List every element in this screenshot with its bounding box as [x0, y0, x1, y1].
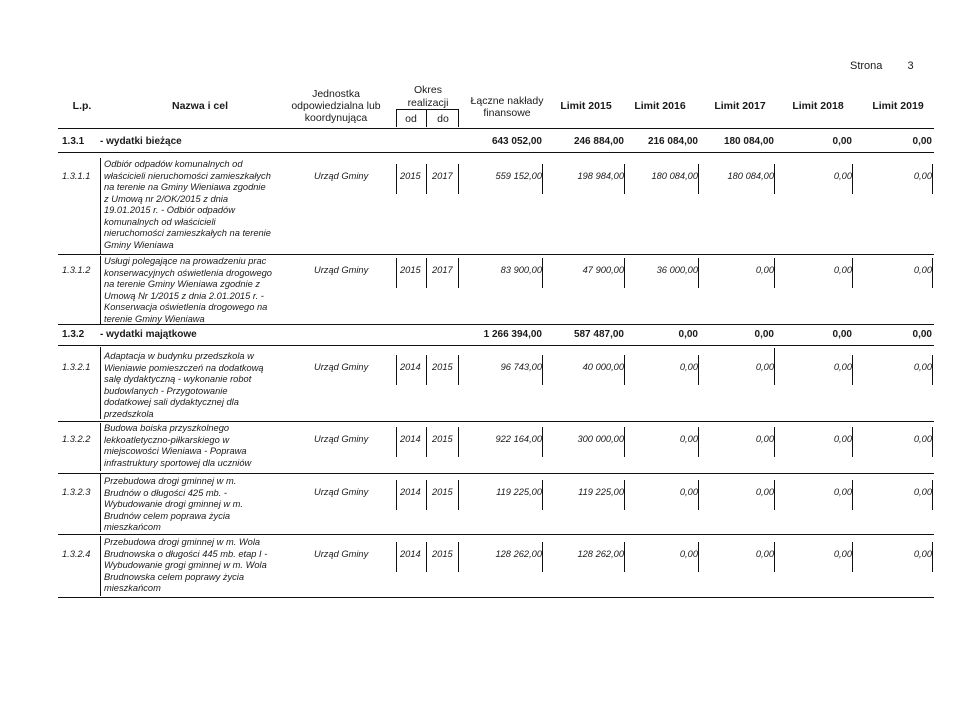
- section-limit-2018: 0,00: [832, 136, 852, 147]
- row-limit-2016: 36 000,00: [656, 265, 698, 275]
- row-total: 96 743,00: [500, 362, 542, 372]
- header-unit-line2: odpowiedzialna lub: [291, 100, 381, 112]
- header-unit-line3: koordynująca: [304, 112, 368, 124]
- cell-rule: [542, 164, 543, 194]
- cell-rule: [624, 258, 625, 288]
- desc-line: lekkoatletyczno-piłkarskiego w: [104, 434, 230, 445]
- desc-line: dodatkowej sali dydaktycznej dla: [104, 397, 239, 407]
- page-number: 3: [907, 60, 914, 72]
- row-total: 128 262,00: [495, 549, 542, 559]
- desc-line: miejscowości Wieniawa - Poprawa: [104, 446, 247, 456]
- page-indicator: [850, 60, 914, 72]
- row-unit: Urząd Gminy: [314, 265, 369, 275]
- header-unit: [286, 88, 386, 124]
- section-total: 1 266 394,00: [483, 329, 542, 340]
- header-from: od: [405, 113, 417, 125]
- row-limit-2019: 0,00: [913, 362, 932, 372]
- header-unit-line1: Jednostka: [312, 88, 360, 100]
- row-limit-2015: 47 900,00: [582, 265, 624, 275]
- section-rule: [58, 345, 934, 346]
- desc-line: terenie Gminy Wieniawa: [104, 313, 205, 324]
- row-from: 2014: [400, 434, 421, 444]
- section-title: - wydatki bieżące: [100, 136, 182, 147]
- cell-rule: [624, 480, 625, 510]
- cell-rule: [458, 480, 459, 510]
- cell-rule: [542, 258, 543, 288]
- desc-line: Budowa boiska przyszkolnego: [104, 423, 230, 433]
- cell-rule: [426, 164, 427, 194]
- header-name: Nazwa i cel: [171, 100, 229, 112]
- cell-rule: [426, 542, 427, 572]
- header-period2: realizacji: [407, 97, 449, 109]
- cell-rule: [852, 542, 853, 572]
- row-limit-2017: 0,00: [755, 549, 774, 559]
- row-limit-2015: 119 225,00: [578, 487, 624, 497]
- row-limit-2015: 300 000,00: [577, 434, 624, 444]
- row-limit-2018: 0,00: [833, 362, 852, 372]
- desc-line: Brudnowska celem poprawy życia: [104, 571, 245, 582]
- section-limit-2015: 246 884,00: [573, 136, 624, 147]
- desc-line: mieszkańcom: [104, 522, 161, 532]
- row-description: [104, 351, 304, 420]
- row-unit: Urząd Gminy: [314, 362, 369, 372]
- row-from: 2015: [400, 265, 421, 275]
- row-rule: [58, 597, 934, 598]
- row-limit-2017: 0,00: [755, 434, 774, 444]
- cell-rule: [698, 355, 699, 385]
- row-limit-2016: 0,00: [679, 362, 698, 372]
- row-unit: Urząd Gminy: [314, 171, 369, 181]
- row-limit-2018: 0,00: [833, 549, 852, 559]
- header-limit-2017: Limit 2017: [714, 100, 766, 112]
- row-description: [104, 256, 304, 325]
- row-rule: [58, 324, 934, 325]
- desc-line: komunalnych od właścicieli: [104, 216, 216, 227]
- desc-line: mieszkańcom: [104, 583, 161, 593]
- cell-rule: [100, 347, 101, 419]
- section-total: 643 052,00: [491, 136, 542, 147]
- cell-rule: [852, 427, 853, 457]
- header-rule: [458, 109, 459, 127]
- row-limit-2015: 128 262,00: [577, 549, 624, 559]
- row-unit: Urząd Gminy: [314, 549, 369, 559]
- row-total: 922 164,00: [495, 434, 542, 444]
- row-from: 2015: [400, 171, 421, 181]
- section-limit-2017: 180 084,00: [723, 136, 774, 147]
- header-limit-2019: Limit 2019: [872, 100, 924, 112]
- row-limit-2016: 0,00: [679, 487, 698, 497]
- cell-rule: [426, 480, 427, 510]
- header-bottom-rule: [58, 128, 934, 129]
- desc-line: z Umową nr 2/OK/2015 z dnia: [104, 193, 229, 204]
- row-limit-2019: 0,00: [913, 549, 932, 559]
- cell-rule: [932, 164, 933, 194]
- desc-line: Gminy Wieniawa: [104, 239, 174, 250]
- desc-line: Przebudowa drogi gminnej w m.: [104, 476, 237, 486]
- row-limit-2018: 0,00: [833, 487, 852, 497]
- cell-rule: [774, 480, 775, 510]
- header-total-line2: finansowe: [483, 107, 531, 119]
- header-period: Okres: [413, 84, 442, 96]
- row-lp: 1.3.2.2: [62, 434, 91, 444]
- cell-rule: [852, 164, 853, 194]
- section-lp: 1.3.1: [62, 136, 85, 147]
- header-total-line1: Łączne nakłady: [470, 95, 544, 107]
- desc-line: salę dydaktyczną - wykonanie robot: [104, 374, 252, 384]
- cell-rule: [426, 258, 427, 288]
- row-description: [104, 159, 304, 251]
- cell-rule: [698, 480, 699, 510]
- cell-rule: [932, 480, 933, 510]
- section-limit-2017: 0,00: [754, 329, 774, 340]
- cell-rule: [542, 427, 543, 457]
- cell-rule: [774, 427, 775, 457]
- row-from: 2014: [400, 362, 421, 372]
- row-description: [104, 476, 304, 534]
- cell-rule: [774, 542, 775, 572]
- cell-rule: [458, 427, 459, 457]
- desc-line: przedszkola: [104, 408, 154, 419]
- row-lp: 1.3.1.1: [62, 171, 91, 181]
- desc-line: właścicieli nieruchomości zamieszkałych: [104, 170, 271, 181]
- section-limit-2015: 587 487,00: [573, 329, 624, 340]
- cell-rule: [542, 480, 543, 510]
- row-total: 83 900,00: [500, 265, 542, 275]
- desc-line: Konserwacja oświetlenia drogowego na: [104, 302, 268, 312]
- row-to: 2017: [432, 265, 453, 275]
- row-description: [104, 537, 304, 595]
- section-limit-2018: 0,00: [832, 329, 852, 340]
- section-rule: [58, 152, 934, 153]
- cell-rule: [100, 536, 101, 596]
- cell-rule: [100, 256, 101, 324]
- cell-rule: [100, 423, 101, 471]
- row-limit-2016: 0,00: [679, 549, 698, 559]
- desc-line: Wieniawie pomieszczeń na dodatkową: [104, 362, 264, 373]
- cell-rule: [426, 355, 427, 385]
- cell-rule: [774, 258, 775, 288]
- cell-rule: [624, 355, 625, 385]
- row-to: 2015: [432, 487, 453, 497]
- desc-line: budowlanych - Przygotowanie: [104, 385, 228, 396]
- cell-rule: [458, 542, 459, 572]
- row-from: 2014: [400, 487, 421, 497]
- cell-rule: [396, 480, 397, 510]
- row-to: 2015: [432, 549, 453, 559]
- cell-rule: [698, 258, 699, 288]
- cell-rule: [774, 164, 775, 194]
- cell-rule: [100, 474, 101, 532]
- cell-rule: [624, 164, 625, 194]
- cell-rule: [852, 355, 853, 385]
- row-unit: Urząd Gminy: [314, 434, 369, 444]
- row-limit-2016: 0,00: [679, 434, 698, 444]
- row-limit-2015: 198 984,00: [577, 171, 624, 181]
- row-limit-2018: 0,00: [833, 434, 852, 444]
- row-total: 119 225,00: [496, 487, 542, 497]
- row-limit-2017: 0,00: [755, 265, 774, 275]
- desc-line: Wybudowanie grogi gminnej w m. Wola: [104, 560, 267, 570]
- section-limit-2016: 0,00: [678, 329, 698, 340]
- header-to: do: [437, 113, 449, 125]
- cell-rule: [100, 158, 101, 254]
- cell-rule: [932, 542, 933, 572]
- row-limit-2019: 0,00: [913, 171, 932, 181]
- section-title: - wydatki majątkowe: [100, 329, 197, 340]
- header-limit-2018: Limit 2018: [792, 100, 844, 112]
- row-lp: 1.3.1.2: [62, 265, 91, 275]
- section-limit-2016: 216 084,00: [647, 136, 698, 147]
- header-rule: [396, 109, 397, 127]
- cell-rule: [852, 480, 853, 510]
- section-limit-2019: 0,00: [912, 136, 932, 147]
- row-from: 2014: [400, 549, 421, 559]
- desc-line: na terenie na Gminy Wieniawa zgodnie: [104, 182, 266, 192]
- row-limit-2017: 0,00: [755, 362, 774, 372]
- row-limit-2019: 0,00: [913, 487, 932, 497]
- cell-rule: [932, 427, 933, 457]
- cell-rule: [396, 542, 397, 572]
- cell-rule: [396, 355, 397, 385]
- desc-line: Usługi polegające na prowadzeniu prac: [104, 256, 267, 266]
- row-limit-2015: 40 000,00: [582, 362, 624, 372]
- row-total: 559 152,00: [495, 171, 542, 181]
- row-limit-2017: 0,00: [755, 487, 774, 497]
- cell-rule: [542, 355, 543, 385]
- cell-rule: [426, 427, 427, 457]
- desc-line: Adaptacja w budynku przedszkola w: [104, 351, 254, 361]
- desc-line: konserwacyjnych oświetlenia drogowego: [104, 267, 272, 278]
- cell-rule: [932, 258, 933, 288]
- row-limit-2018: 0,00: [833, 265, 852, 275]
- desc-line: Przebudowa drogi gminnej w m. Wola: [104, 537, 261, 547]
- cell-rule: [542, 542, 543, 572]
- row-to: 2015: [432, 434, 453, 444]
- row-limit-2019: 0,00: [913, 265, 932, 275]
- header-rule: [426, 109, 427, 127]
- desc-line: na terenie Gminy Wieniawa zgodnie z: [104, 279, 260, 289]
- header-total: [462, 95, 552, 119]
- row-to: 2017: [432, 171, 453, 181]
- desc-line: infrastruktury sportowej dla uczniów: [104, 457, 252, 468]
- cell-rule: [624, 542, 625, 572]
- cell-rule: [698, 542, 699, 572]
- row-limit-2017: 180 084,00: [727, 171, 774, 181]
- cell-rule: [396, 164, 397, 194]
- row-rule: [58, 534, 934, 535]
- cell-rule: [458, 164, 459, 194]
- desc-line: 19.01.2015 r. - Odbiór odpadów: [104, 205, 235, 215]
- desc-line: nieruchomości zamieszkałych na terenie: [104, 228, 271, 238]
- section-limit-2019: 0,00: [912, 329, 932, 340]
- row-limit-2018: 0,00: [833, 171, 852, 181]
- cell-rule: [852, 258, 853, 288]
- desc-line: Brudnów o długości 425 mb. -: [104, 487, 227, 498]
- row-limit-2019: 0,00: [913, 434, 932, 444]
- row-rule: [58, 473, 934, 474]
- row-description: [104, 423, 304, 469]
- row-lp: 1.3.2.3: [62, 487, 91, 497]
- cell-rule: [624, 427, 625, 457]
- row-lp: 1.3.2.4: [62, 549, 91, 559]
- row-lp: 1.3.2.1: [62, 362, 91, 372]
- page-label: Strona: [850, 60, 883, 72]
- desc-line: Umową Nr 1/2015 z dnia 2.01.2015 r. -: [104, 290, 264, 301]
- cell-rule: [458, 355, 459, 385]
- row-limit-2016: 180 084,00: [651, 171, 698, 181]
- desc-line: Wybudowanie drogi gminnej w m.: [104, 499, 243, 509]
- section-lp: 1.3.2: [62, 329, 85, 340]
- desc-line: Brudnowska o długości 445 mb. etap I -: [104, 548, 268, 559]
- cell-rule: [698, 427, 699, 457]
- cell-rule: [458, 258, 459, 288]
- cell-rule: [396, 427, 397, 457]
- header-limit-2016: Limit 2016: [634, 100, 686, 112]
- cell-rule: [932, 355, 933, 385]
- cell-rule: [698, 164, 699, 194]
- cell-rule: [396, 258, 397, 288]
- header-limit-2015: Limit 2015: [560, 100, 612, 112]
- desc-line: Odbiór odpadów komunalnych od: [104, 159, 243, 169]
- cell-rule: [774, 348, 775, 385]
- row-to: 2015: [432, 362, 453, 372]
- header-lp: L.p.: [72, 100, 92, 112]
- row-unit: Urząd Gminy: [314, 487, 369, 497]
- desc-line: Brudnów celem poprawa życia: [104, 510, 231, 521]
